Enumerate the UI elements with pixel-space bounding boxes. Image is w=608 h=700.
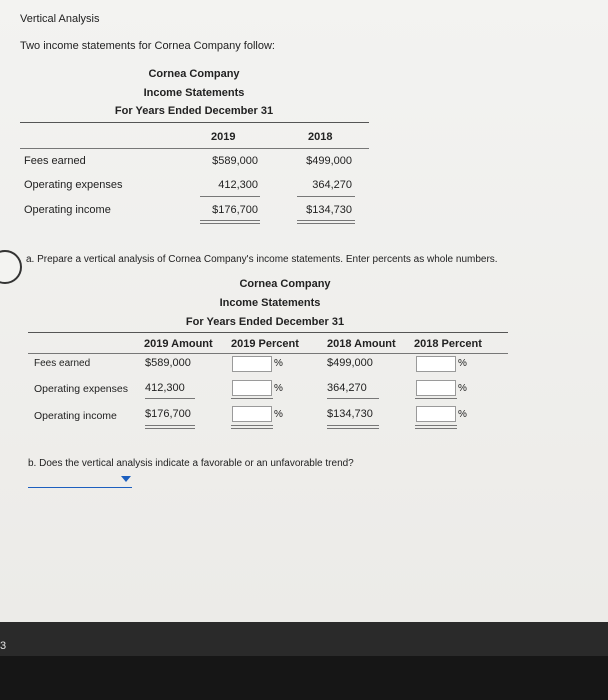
page-title: Vertical Analysis (20, 13, 100, 25)
header-2018-percent: 2018 Percent (414, 338, 482, 350)
part-a-company: Cornea Company (239, 278, 331, 290)
a-row-opinc-label: Operating income (34, 410, 117, 422)
percent-sign: % (458, 358, 467, 369)
part-a-subtitle: Income Statements (219, 297, 321, 309)
header-rule (20, 148, 369, 149)
a-dbl-rule (231, 428, 273, 429)
col-2019-header: 2019 (211, 131, 236, 143)
trend-dropdown[interactable] (28, 470, 132, 488)
part-a-period: For Years Ended December 31 (185, 316, 345, 328)
a-sub-rule-2018-amount (327, 398, 379, 399)
col-2018-header: 2018 (308, 131, 333, 143)
a-row-fees-2019-percent-input[interactable] (232, 356, 272, 372)
a-row-opex-2018-amount: 364,270 (327, 382, 367, 394)
a-row-fees-label: Fees earned (34, 358, 91, 369)
part-a-rule (28, 332, 508, 333)
header-2019-percent: 2019 Percent (231, 338, 299, 350)
a-dbl-rule (327, 425, 379, 426)
a-row-fees-2018-percent-input[interactable] (416, 356, 456, 372)
part-a-prompt: a. Prepare a vertical analysis of Cornea Company's income statements. Enter percents as whole numbers. (26, 254, 498, 265)
percent-sign: % (274, 409, 283, 420)
statement-period: For Years Ended December 31 (114, 105, 274, 117)
statement-company: Cornea Company (148, 68, 240, 80)
rule-2019-sub (200, 196, 260, 197)
intro-text: Two income statements for Cornea Company follow: (20, 40, 275, 52)
statement-rule (20, 122, 369, 123)
a-row-opinc-2019-percent-input[interactable] (232, 406, 272, 422)
a-row-opinc-2018-percent-input[interactable] (416, 406, 456, 422)
row-fees-2019: $589,000 (212, 155, 258, 167)
a-dbl-rule (415, 428, 457, 429)
a-dbl-rule (415, 425, 457, 426)
header-2018-amount: 2018 Amount (327, 338, 396, 350)
trend-dropdown-underline (28, 487, 132, 488)
part-b-prompt: b. Does the vertical analysis indicate a favorable or an unfavorable trend? (28, 458, 354, 469)
percent-sign: % (274, 383, 283, 394)
percent-sign: % (458, 383, 467, 394)
a-row-opinc-2018-amount: $134,730 (327, 408, 373, 420)
row-opex-2019: 412,300 (218, 179, 258, 191)
a-dbl-rule (327, 428, 379, 429)
a-row-fees-2018-amount: $499,000 (327, 357, 373, 369)
part-a-header-rule (28, 353, 508, 354)
a-row-opex-label: Operating expenses (34, 383, 128, 395)
a-sub-rule-2019-percent (231, 398, 273, 399)
a-sub-rule-2018-percent (415, 398, 457, 399)
a-row-opinc-2019-amount: $176,700 (145, 408, 191, 420)
row-fees-2018: $499,000 (306, 155, 352, 167)
a-row-opex-2018-percent-input[interactable] (416, 380, 456, 396)
a-row-opex-2019-percent-input[interactable] (232, 380, 272, 396)
question-marker-circle (0, 250, 22, 284)
a-sub-rule-2019-amount (145, 398, 195, 399)
dbl-rule-2019-b (200, 223, 260, 224)
row-opinc-label: Operating income (24, 204, 111, 216)
row-opex-2018: 364,270 (312, 179, 352, 191)
a-dbl-rule (145, 425, 195, 426)
chevron-down-icon[interactable] (121, 476, 131, 482)
statement-subtitle: Income Statements (143, 87, 245, 99)
row-opex-label: Operating expenses (24, 179, 123, 191)
dbl-rule-2019-a (200, 220, 260, 221)
header-2019-amount: 2019 Amount (144, 338, 213, 350)
row-opinc-2018: $134,730 (306, 204, 352, 216)
percent-sign: % (274, 358, 283, 369)
a-row-fees-2019-amount: $589,000 (145, 357, 191, 369)
row-opinc-2019: $176,700 (212, 204, 258, 216)
dbl-rule-2018-b (297, 223, 355, 224)
percent-sign: % (458, 409, 467, 420)
row-fees-label: Fees earned (24, 155, 86, 167)
rule-2018-sub (297, 196, 355, 197)
a-row-opex-2019-amount: 412,300 (145, 382, 185, 394)
a-dbl-rule (231, 425, 273, 426)
page-number: 3 (0, 640, 7, 652)
dbl-rule-2018-a (297, 220, 355, 221)
bottom-stripe (0, 622, 608, 656)
a-dbl-rule (145, 428, 195, 429)
